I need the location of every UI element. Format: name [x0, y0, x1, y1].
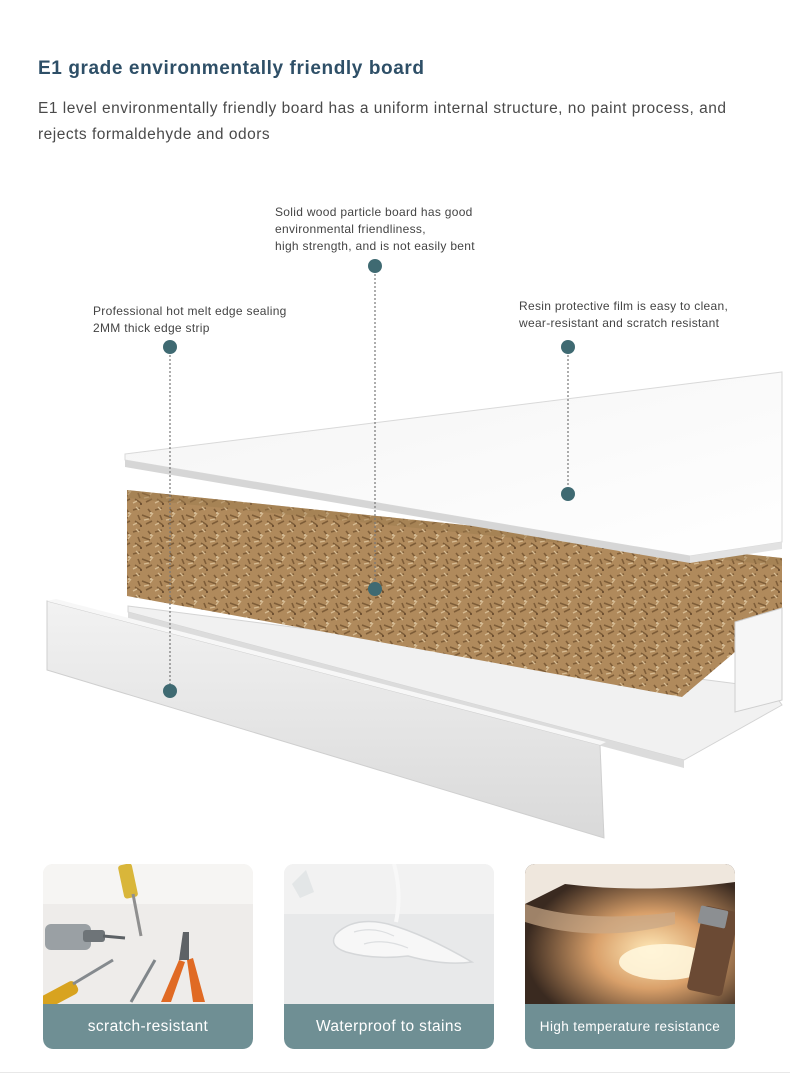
feature-card-waterproof: [284, 864, 494, 1049]
core-callout-marker-bottom: [368, 582, 382, 596]
particle-board-core: [127, 490, 782, 697]
feature-card-heat-resistance: [525, 864, 735, 1049]
feature-label-heat-resistance: High temperature resistance: [525, 1004, 735, 1049]
edge-callout-text: Professional hot melt edge sealing 2MM thick edge strip: [93, 304, 287, 335]
feature-label-scratch-resistant: scratch-resistant: [43, 1004, 253, 1049]
film-callout-marker-top: [561, 340, 575, 354]
page-title: E1 grade environmentally friendly board: [38, 58, 425, 79]
film-callout-marker-bottom: [561, 487, 575, 501]
bottom-film-layer: [128, 606, 782, 760]
feature-label-waterproof: Waterproof to stains: [284, 1004, 494, 1049]
flame-lighter-image: [525, 864, 735, 1004]
front-edge-strip: [47, 601, 604, 838]
edge-callout-marker-top: [163, 340, 177, 354]
feature-card-scratch-resistant: [43, 864, 253, 1049]
core-callout-text: Solid wood particle board has good environmental friendliness, high strength, and is not easily bent: [275, 205, 475, 253]
core-callout-marker-top: [368, 259, 382, 273]
film-callout-text: Resin protective film is easy to clean, wear-resistant and scratch resistant: [519, 299, 729, 330]
right-edge-strip: [735, 608, 782, 712]
tools-image: [43, 864, 253, 1004]
top-resin-film: [125, 372, 782, 556]
bottom-divider: [0, 1072, 790, 1073]
edge-callout-marker-bottom: [163, 684, 177, 698]
water-splash-image: [284, 864, 494, 1004]
page-subtitle: E1 level environmentally friendly board has a uniform internal structure, no paint process, and rejects formaldehyde and odors: [38, 100, 727, 143]
